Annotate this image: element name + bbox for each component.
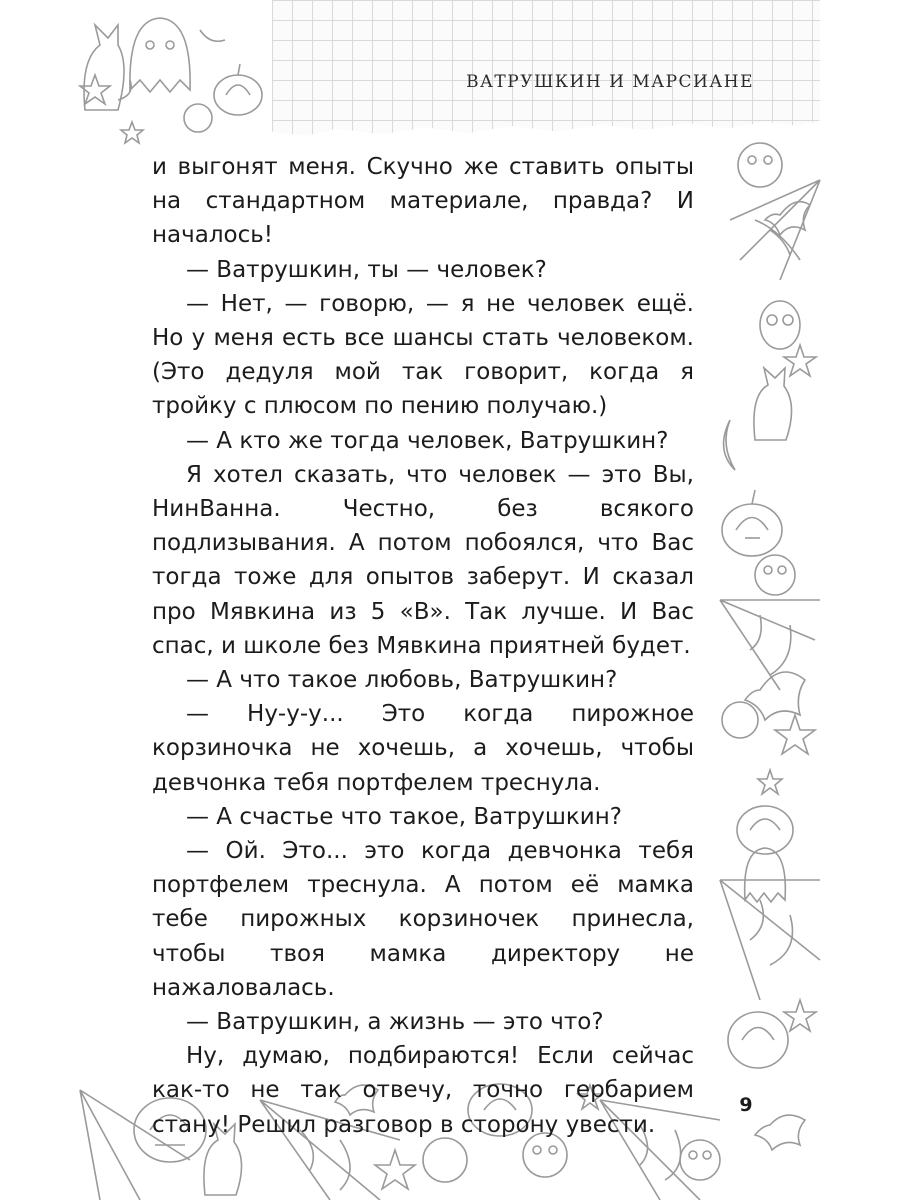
- ghost-icon: [745, 848, 786, 902]
- spiderweb-icon: [720, 600, 820, 690]
- page-number: 9: [728, 1094, 764, 1116]
- paragraph: — Ну-у-у... Это когда пирожное корзиночка не хочешь, а хочешь, чтобы девчонка тебя портфелем треснула.: [152, 701, 694, 796]
- paragraph: Я хотел сказать, что человек — это Вы, НинВанна. Честно, без всякого подлизывания. А потом побоялся, что Вас тогда тоже для опытов заберут. И сказал про Мявкина из 5 «В». Так лучше. И Вас спас, и школе без Мявкина приятней будет.: [152, 461, 694, 659]
- moon-icon: [722, 702, 758, 738]
- paragraph: — Ой. Это... это когда девчонка тебя портфелем треснула. А потом её мамка тебе пирожных корзиночек принесла, чтобы твоя мамка директору не нажаловалась.: [152, 838, 694, 1001]
- star-icon: [758, 770, 782, 794]
- ghost-icon: [130, 18, 190, 92]
- paragraph: — А что такое любовь, Ватрушкин?: [186, 667, 618, 694]
- paragraph: — Ватрушкин, ты — человек?: [186, 256, 547, 283]
- paragraph: — Ватрушкин, а жизнь — это что?: [186, 1009, 604, 1036]
- bat-icon: [745, 672, 805, 720]
- cat-icon: [84, 25, 131, 110]
- star-icon: [375, 1150, 415, 1189]
- cat-icon: [754, 368, 792, 440]
- owl-icon: [760, 301, 800, 349]
- moon-icon: [724, 420, 735, 470]
- paragraph: Ну, думаю, подбираются! Если сейчас как-то не так отвечу, точно гербарием стану! Решил разговор в сторону увести.: [152, 1043, 694, 1138]
- pumpkin-icon: [728, 1012, 788, 1068]
- moon-icon: [423, 1138, 467, 1182]
- skull-icon: [738, 143, 782, 187]
- paragraph: — А счастье что такое, Ватрушкин?: [186, 803, 622, 830]
- star-icon: [784, 345, 816, 376]
- star-icon: [784, 1000, 816, 1031]
- body-text: [152, 150, 694, 1142]
- skull-icon: [680, 1140, 720, 1180]
- moon-icon: [184, 104, 212, 132]
- pumpkin-icon: [722, 490, 782, 556]
- spiderweb-icon: [720, 880, 820, 1000]
- star-icon: [121, 122, 143, 143]
- skull-icon: [755, 555, 795, 595]
- pumpkin-icon: [737, 806, 793, 854]
- paragraph: — Нет, — говорю, — я не человек ещё. Но у меня есть все шансы стать человеком. (Это дедуля мой так говорит, когда я тройку с плюсом по пению получаю.): [152, 290, 694, 420]
- graph-paper-header: [272, 0, 820, 140]
- broom-icon: [200, 30, 225, 41]
- paragraph: — А кто же тогда человек, Ватрушкин?: [186, 427, 669, 454]
- paragraph: и выгонят меня. Скучно же ставить опыты на стандартном материале, правда? И началось!: [152, 154, 694, 249]
- star-icon: [775, 715, 815, 754]
- pumpkin-icon: [214, 64, 262, 115]
- spiderweb-icon: [730, 180, 820, 280]
- running-title: ВАТРУШКИН И МАРСИАНЕ: [466, 72, 754, 92]
- bat-icon: [755, 1115, 805, 1150]
